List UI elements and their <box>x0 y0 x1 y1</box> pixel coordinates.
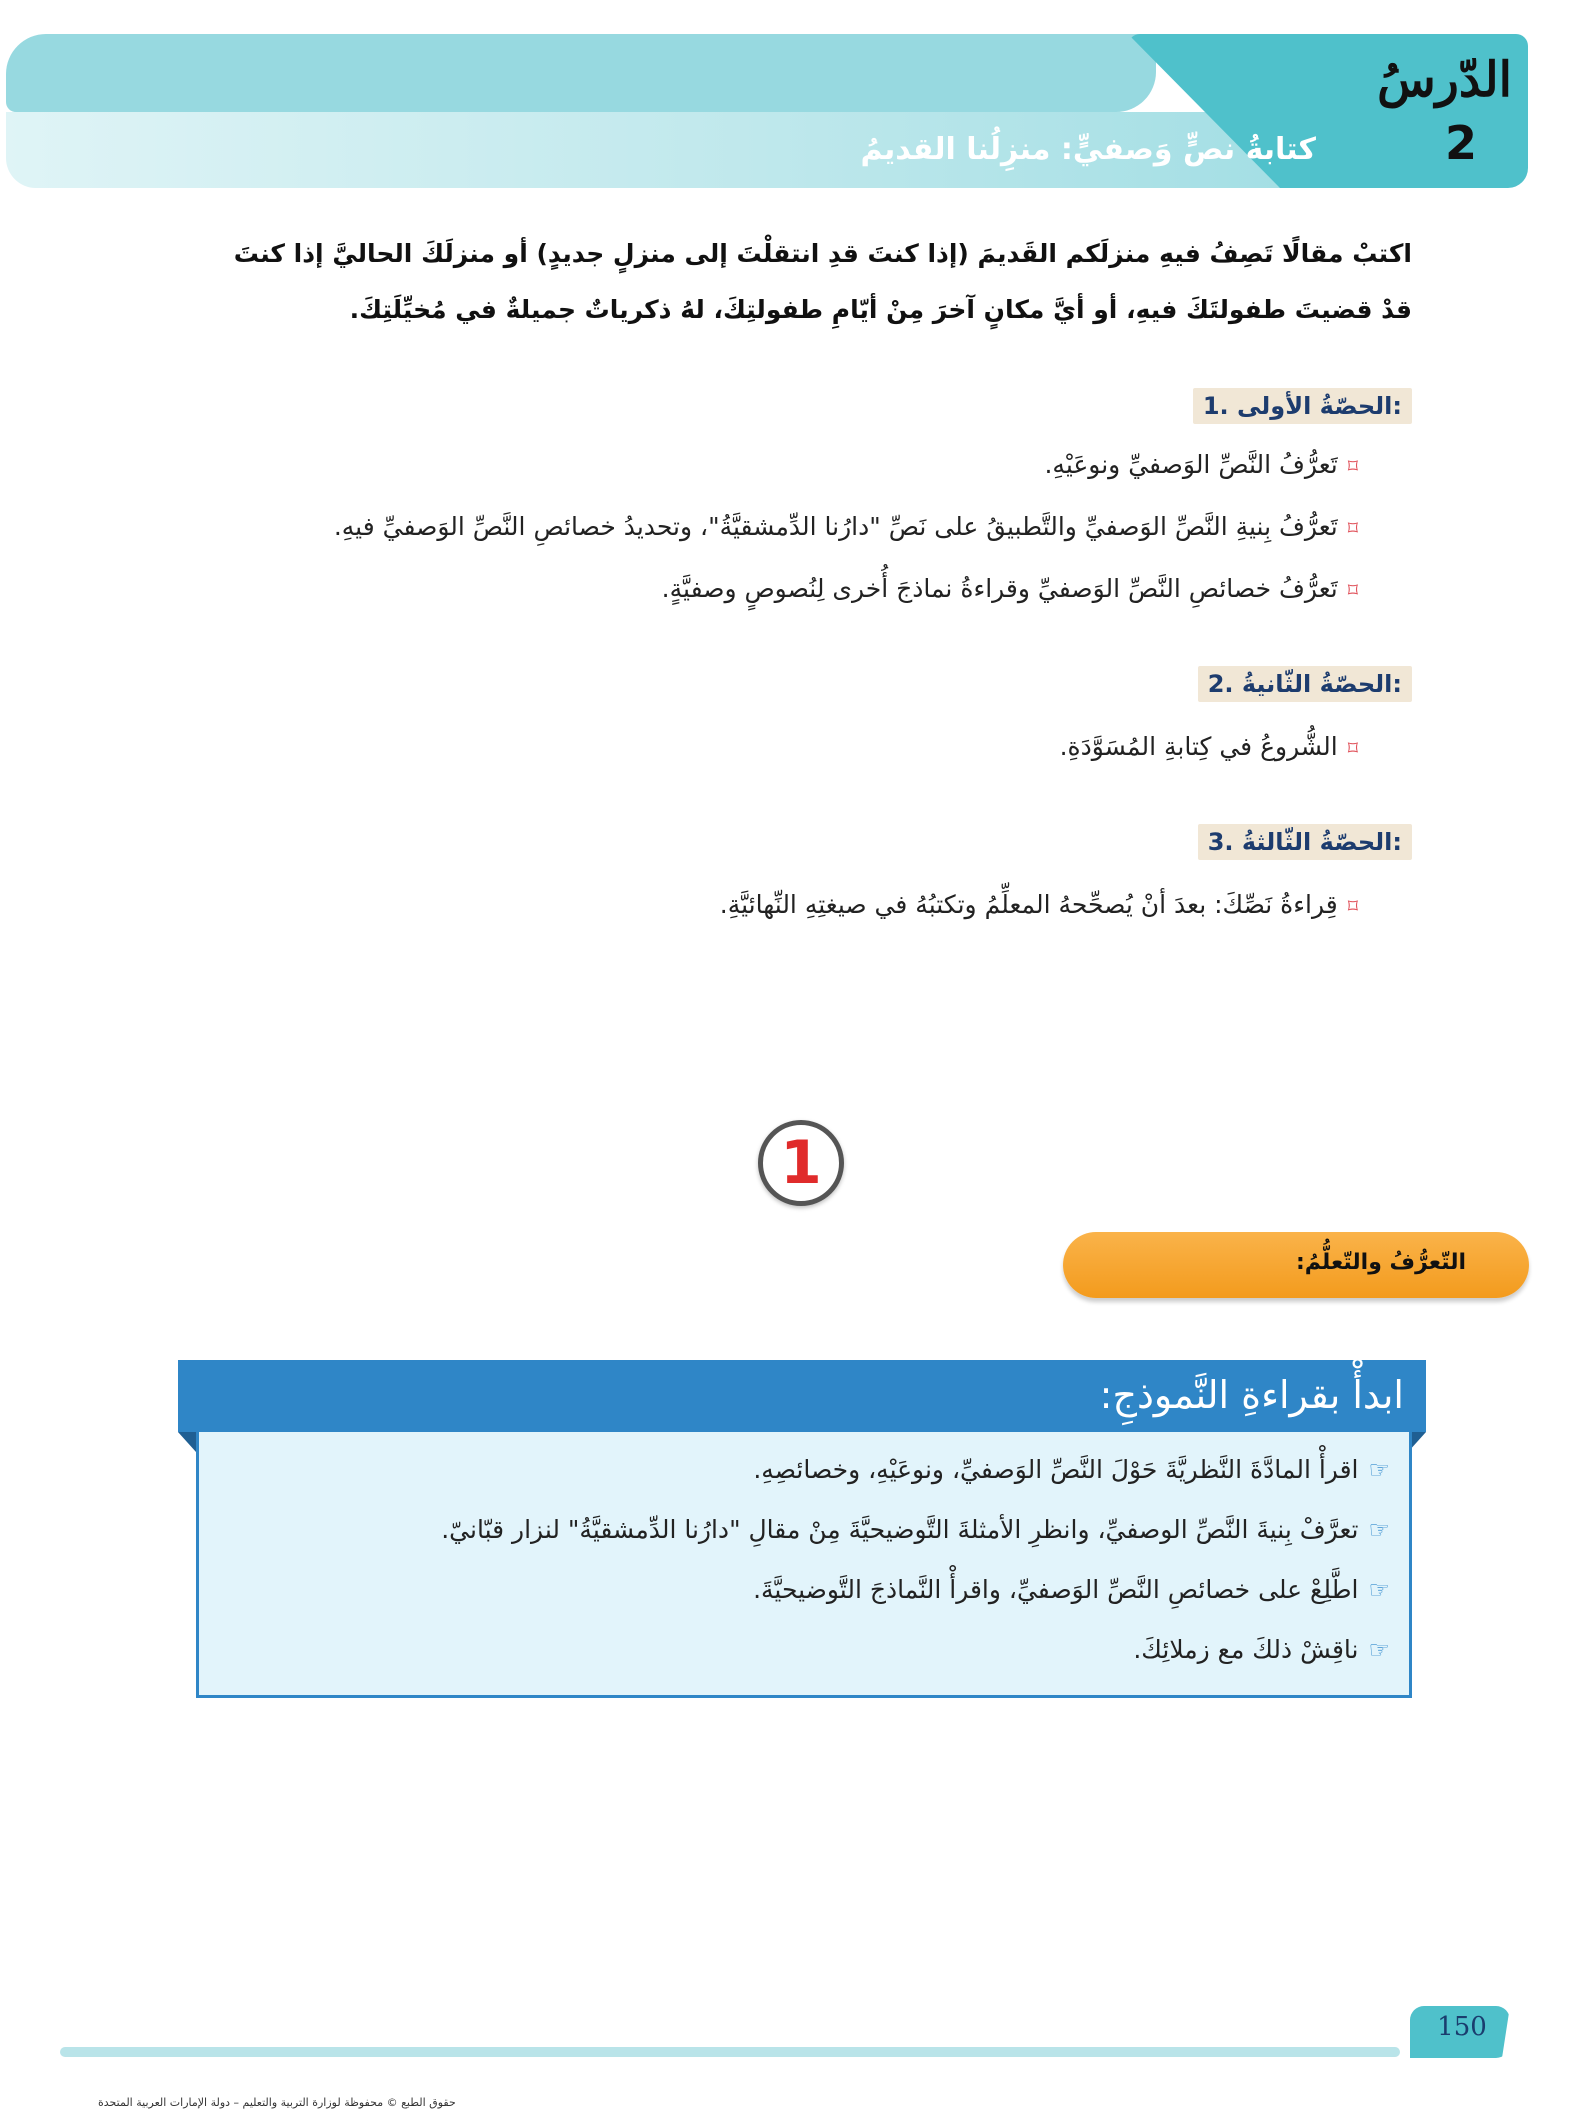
lesson-title: كتابةُ نصٍّ وَصفيٍّ: منزِلُنا القديمُ <box>860 132 1316 167</box>
list-item: ☞تعرَّفْ بِنيةَ النَّصِّ الوصفيِّ، وانظرِ الأمثلةَ التَّوضيحيَّةَ مِنْ مقالِ "دارُنا الدِّمشقيَّةُ" لنزار قبّانيّ. <box>441 1515 1390 1544</box>
model-box-title: ابدأْ بقراءةِ النَّموذجِ: <box>1099 1373 1404 1417</box>
intro-line: قدْ قضيتَ طفولتَكَ فيهِ، أو أيَّ مكانٍ آخرَ مِنْ أيّامِ طفولتِكَ، لهُ ذكرياتٌ جميلةٌ في مُخيِّلَتِكَ. <box>349 295 1412 324</box>
step-number-circle: 1 <box>758 1120 844 1206</box>
section-pill-label: التّعرُّفُ والتّعلُّمُ: <box>1295 1250 1466 1275</box>
session-1-list <box>158 434 1358 620</box>
list-item: ⌑تَعرُّفُ بِنيةِ النَّصِّ الوَصفيِّ والتَّطبيقُ على نَصِّ "دارُنا الدِّمشقيَّةُ"، وتحديدُ خصائصِ النَّصِّ الوَصفيِّ فيهِ. <box>333 512 1358 541</box>
session-2 <box>1198 670 1412 698</box>
lesson-label: الدّرسُ <box>1377 52 1512 108</box>
intro-paragraph <box>162 226 1412 338</box>
session-3 <box>1198 828 1412 856</box>
list-item: ☞اقرأْ المادَّةَ النَّظريَّةَ حَوْلَ النَّصِّ الوَصفيِّ، ونوعَيْهِ، وخصائصِهِ. <box>753 1455 1390 1484</box>
bullet-icon: ⌑ <box>1347 516 1358 540</box>
model-box-list <box>190 1440 1390 1680</box>
bullet-icon: ⌑ <box>1347 454 1358 478</box>
bullet-icon: ⌑ <box>1347 736 1358 760</box>
header-band-top <box>6 34 1156 112</box>
list-item: ⌑تَعرُّفُ النَّصِّ الوَصفيِّ ونوعَيْهِ. <box>1044 450 1358 479</box>
page-number: 150 <box>1437 2012 1487 2042</box>
lesson-number: 2 <box>1444 116 1477 170</box>
session-3-label: 3. الحصّةُ الثّالثةُ: <box>1198 824 1412 860</box>
bullet-icon: ⌑ <box>1347 578 1358 602</box>
list-item: ⌑قِراءةُ نَصِّكَ: بعدَ أنْ يُصحِّحهُ المعلِّمُ وتكتبُهُ في صيغتِهِ النِّهائيَّةِ. <box>719 890 1358 919</box>
copyright-notice: حقوق الطبع © محفوظة لوزارة التربية والتعليم – دولة الإمارات العربية المتحدة <box>98 2096 456 2109</box>
pointing-hand-icon: ☞ <box>1368 1576 1390 1604</box>
list-item: ☞اطَّلِعْ على خصائصِ النَّصِّ الوَصفيِّ، واقرأْ النَّماذجَ التَّوضيحيَّةَ. <box>753 1575 1390 1604</box>
session-2-label: 2. الحصّةُ الثّانيةُ: <box>1198 666 1412 702</box>
bullet-icon: ⌑ <box>1347 894 1358 918</box>
session-1 <box>1193 392 1412 420</box>
session-2-list <box>158 716 1358 778</box>
pointing-hand-icon: ☞ <box>1368 1516 1390 1544</box>
session-1-label: 1. الحصّةُ الأولى: <box>1193 388 1412 424</box>
list-item: ⌑الشُّروعُ في كِتابةِ المُسَوَّدَةِ. <box>1059 732 1358 761</box>
session-3-list <box>158 874 1358 936</box>
intro-line: اكتبْ مقالًا تَصِفُ فيهِ منزلَكم القَديمَ (إذا كنتَ قدِ انتقلْتَ إلى منزلٍ جديدٍ) أو منزلَكَ الحاليَّ إذا كنتَ <box>233 239 1412 268</box>
list-item: ⌑تَعرُّفُ خصائصِ النَّصِّ الوَصفيِّ وقراءةُ نماذجَ أُخرى لِنُصوصٍ وصفيَّةٍ. <box>661 574 1358 603</box>
list-item: ☞ناقِشْ ذلكَ مع زملائِكَ. <box>1133 1635 1390 1664</box>
pointing-hand-icon: ☞ <box>1368 1456 1390 1484</box>
pointing-hand-icon: ☞ <box>1368 1636 1390 1664</box>
footer-line <box>60 2047 1400 2057</box>
